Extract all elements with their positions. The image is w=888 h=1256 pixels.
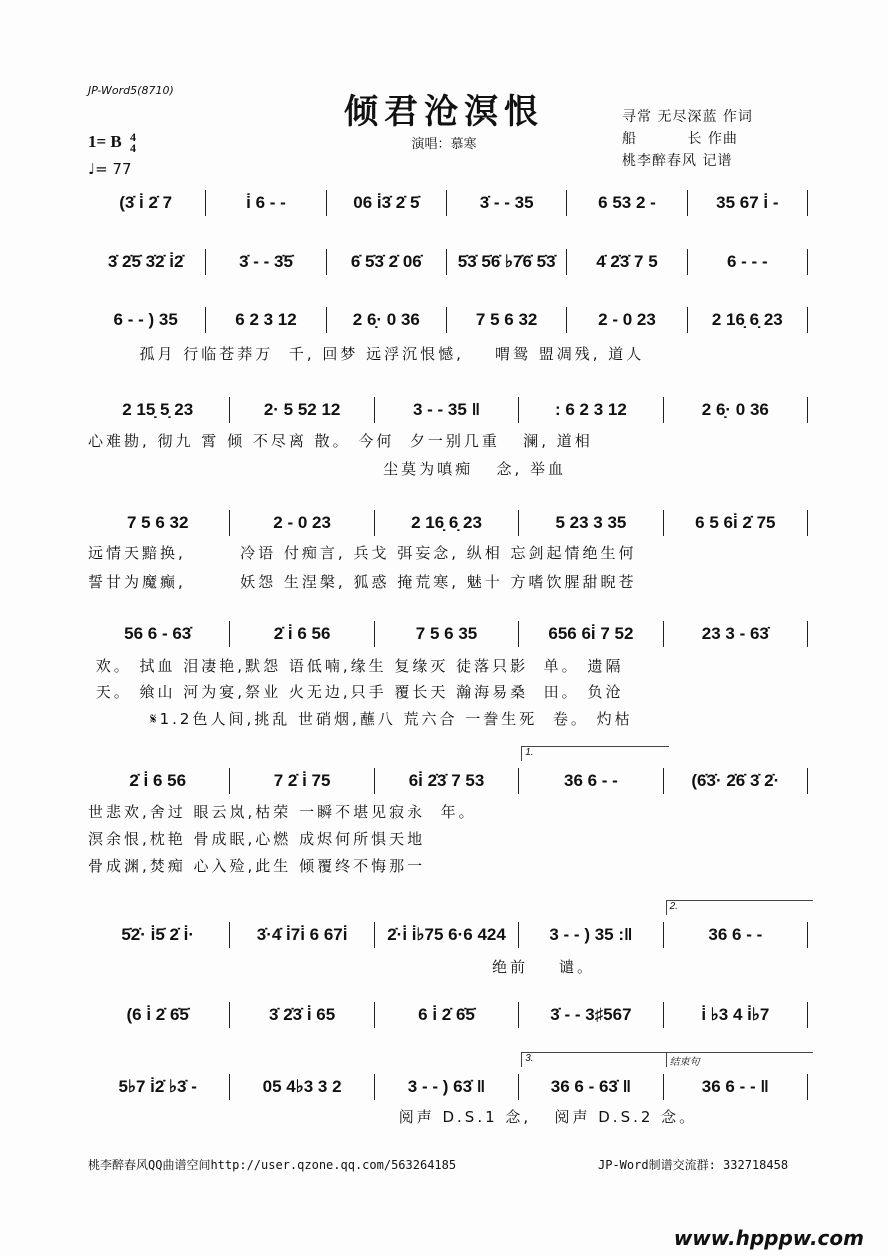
transcriber-credit: 桃李醉春风 记谱 <box>622 153 733 169</box>
measure-notes: 7 5 6 32 <box>475 310 538 329</box>
measure-notes: 2 - 0 23 <box>598 310 656 329</box>
time-sig-top: 4 <box>130 130 137 145</box>
notation-system <box>86 747 808 794</box>
measure-notes: 36 6 - - <box>708 925 763 944</box>
measure-notes: 7 5 6 35 <box>415 624 478 643</box>
lyric-line: 孤月 行临苍莽万 千, 回梦 远浮沉恨憾, 喟鸳 盟凋残, 道人 <box>88 345 645 363</box>
measure <box>519 747 663 794</box>
measure <box>664 1002 808 1028</box>
measure <box>688 307 808 333</box>
measure <box>567 307 687 333</box>
lyric-line: 绝前 谴。 <box>88 958 596 976</box>
measure <box>664 397 808 423</box>
key-signature <box>88 132 136 154</box>
lyric-line: 阅声 D.S.1 念, 阅声 D.S.2 念。 <box>88 1108 698 1126</box>
measure <box>375 621 519 647</box>
measure-notes: 6 - - - <box>727 252 768 271</box>
measure-notes: 7 5 6 32 <box>126 513 189 532</box>
notation-system <box>86 397 808 423</box>
measure-notes: 4̇ 2̇3̇ 7 5 <box>596 252 658 271</box>
measure-notes: 6̇ 5̇3̇ 2̇ 06̇ <box>350 252 422 271</box>
measure <box>230 1002 374 1028</box>
lyric-line: 𝄋1.2色人间,挑乱 世硝烟,蘸八 荒六合 一誊生死 卷。 灼枯 <box>88 710 633 728</box>
measure-notes: 3 - - ) 35 :‖ <box>549 925 633 944</box>
measure-notes: 6i̇ 2̇3̇ 7 53 <box>408 771 485 790</box>
lyric-line: 远情天黯换, 冷语 付痴言, 兵戈 弭妄念, 纵相 忘剑起情绝生何 <box>88 544 637 562</box>
measure <box>519 397 663 423</box>
measure <box>230 922 374 948</box>
measure-notes: 2̇ i̇ 6 56 <box>129 771 187 790</box>
measure-notes: i̇ 6 - - <box>246 193 286 212</box>
measure-notes: i̇ ♭3 4 i̇♭7 <box>701 1005 770 1024</box>
lyric-line: 尘莫为嗔痴 念, 举血 <box>88 460 567 478</box>
notation-system <box>86 249 808 275</box>
measure-notes: 6 5 6i̇ 2̇ 75 <box>695 513 776 532</box>
measure <box>519 1053 663 1100</box>
measure-notes: 2· 5 52 12 <box>263 400 341 419</box>
measure <box>86 768 230 794</box>
measure <box>206 190 326 216</box>
measure <box>86 190 206 216</box>
measure-notes: 3̇ - - 3̇5̇ <box>239 252 293 271</box>
measure-notes: 35 67 i̇ - <box>716 193 779 212</box>
measure <box>375 510 519 536</box>
measure-notes: 2 16̣ 6̣ 23 <box>411 513 482 532</box>
measure <box>86 249 206 275</box>
measure <box>567 190 687 216</box>
footer-left: 桃李醉春风QQ曲谱空间http://user.qzone.qq.com/563264185 <box>88 1158 457 1172</box>
lyric-line: 骨成渊,焚痴 心入殓,此生 倾覆终不悔那一 <box>88 857 426 875</box>
measure <box>519 510 663 536</box>
singer: 演唱：慕寒 <box>411 137 477 152</box>
volta-bracket: 3. <box>521 1052 668 1067</box>
measure <box>206 249 326 275</box>
measure <box>86 307 206 333</box>
measure-notes: (6 i̇ 2̇ 6̇5̇ <box>126 1005 189 1024</box>
measure-notes: 3̇ - - 3♯567 <box>550 1005 632 1024</box>
measure <box>86 621 230 647</box>
notation-system <box>86 901 808 948</box>
lyric-line: 心难勘, 彻九 霄 倾 不尽离 散。 今何 夕一别几重 澜, 道相 <box>88 432 593 450</box>
measure-notes: 6 - - ) 35 <box>113 310 178 329</box>
watermark: www.hpppw.com <box>673 1226 864 1250</box>
lyric-line: 天。 飨山 河为宴,祭业 火无边,只手 覆长天 瀚海易桑 田。 负沧 <box>88 683 624 701</box>
measure <box>567 249 687 275</box>
measure <box>86 510 230 536</box>
time-sig-bottom: 4 <box>130 141 137 156</box>
volta-bracket: 结束句 <box>666 1052 813 1067</box>
measure <box>230 510 374 536</box>
measure <box>375 922 519 948</box>
measure <box>519 621 663 647</box>
measure <box>86 1002 230 1028</box>
measure-notes: 2 15̣ 5̣ 23 <box>122 400 194 419</box>
notation-system <box>86 1002 808 1028</box>
measure-notes: 3̇ - - 35 <box>479 193 534 212</box>
measure <box>688 249 808 275</box>
measure <box>519 1002 663 1028</box>
measure-notes: 56 6 - 63̇ <box>124 624 192 643</box>
tempo: ♩= 77 <box>88 160 132 178</box>
lyric-line: 欢。 拭血 泪凄艳,默怨 语低喃,缘生 复缘灭 徒落只影 单。 遗隔 <box>88 657 624 675</box>
measure <box>86 397 230 423</box>
measure-notes: (3̇ i̇ 2̇ 7 <box>119 193 173 212</box>
measure-notes: 36 6 - 63̇ ‖ <box>550 1077 632 1096</box>
measure <box>375 397 519 423</box>
measure-notes: 23 3 - 63̇ <box>701 624 769 643</box>
measure <box>86 1074 230 1100</box>
notation-system <box>86 510 808 536</box>
measure <box>327 307 447 333</box>
measure <box>664 621 808 647</box>
notation-system <box>86 621 808 647</box>
measure-notes: 3 - - ) 63̇ ‖ <box>407 1077 486 1096</box>
measure <box>664 901 808 948</box>
measure <box>230 1074 374 1100</box>
measure <box>519 922 663 948</box>
credits <box>622 106 753 172</box>
measure-notes: 5̇3̇ 5̇6̇ ♭7̇6̇ 5̇3̇ <box>457 252 556 271</box>
measure-notes: 2 6̣· 0 36 <box>352 310 420 329</box>
measure <box>230 397 374 423</box>
measure-notes: 6 53 2 - <box>598 193 656 212</box>
measure-notes: : 6 2 3 12 <box>555 400 627 419</box>
measure-notes: 6 2 3 12 <box>235 310 297 329</box>
lyric-line: 世悲欢,舍过 眼云岚,枯荣 一瞬不堪见寂永 年。 <box>88 803 477 821</box>
volta-bracket: 1. <box>521 746 668 761</box>
lyric-line: 誓甘为魔癫, 妖怨 生涅槃, 狐惑 掩荒寒, 魅十 方嗜饮腥甜睨苍 <box>88 573 637 591</box>
notation-system <box>86 190 808 216</box>
measure-notes: 3̇·4̇ i̇7i̇ 6 67i̇ <box>256 925 348 944</box>
measure <box>375 1002 519 1028</box>
measure-notes: 2 6̣· 0 36 <box>701 400 769 419</box>
measure-notes: 2̇ i̇ 6 56 <box>273 624 331 643</box>
measure <box>375 768 519 794</box>
measure-notes: 5♭7 i̇2̇ ♭3̇ - <box>118 1077 197 1096</box>
footer-right: JP-Word制谱交流群: 332718458 <box>598 1158 789 1172</box>
measure <box>86 922 230 948</box>
notation-system <box>86 1053 808 1100</box>
measure-notes: 5̇2̇· i̇5̇ 2̇ i̇· <box>121 925 195 944</box>
song-title: 倾君沧溟恨 <box>344 92 544 132</box>
measure <box>327 190 447 216</box>
lyricist-credit: 寻常 无尽深蓝 作词 <box>622 109 753 125</box>
measure-notes: 3̇ 2̇5̇ 3̇2̇ i̇2̇ <box>107 252 184 271</box>
measure <box>688 190 808 216</box>
measure-notes: 36 6 - - ‖ <box>701 1077 769 1096</box>
measure-notes: 6 i̇ 2̇ 6̇5̇ <box>418 1005 475 1024</box>
key: 1= B <box>88 132 122 151</box>
measure-notes: 06 i̇3̇ 2̇ 5̇ <box>353 193 420 212</box>
measure-notes: 2 - 0 23 <box>273 513 331 532</box>
measure-notes: 36 6 - - <box>563 771 618 790</box>
measure <box>206 307 326 333</box>
measure-notes: 3̇ 2̇3̇ i̇ 65 <box>269 1005 336 1024</box>
measure-notes: 05 4♭3 3 2 <box>262 1077 342 1096</box>
composer-credit: 船 长 作曲 <box>622 131 738 147</box>
notation-system <box>86 307 808 333</box>
measure <box>664 1057 808 1100</box>
measure <box>447 307 567 333</box>
lyric-line: 溟余恨,枕艳 骨成眠,心燃 成烬何所惧天地 <box>88 830 426 848</box>
measure-notes: 2 16̣ 6̣ 23 <box>711 310 783 329</box>
measure <box>447 249 567 275</box>
measure <box>664 768 808 794</box>
time-signature <box>130 132 136 154</box>
measure <box>375 1074 519 1100</box>
measure-notes: (6̇3̇· 2̇6̇ 3̇ 2̇· <box>691 771 780 790</box>
measure <box>230 768 374 794</box>
measure-notes: 2̇·i̇ i̇♭75 6·6 424 <box>387 925 506 944</box>
measure <box>230 621 374 647</box>
measure-notes: 3 - - 35 ‖ <box>412 400 481 419</box>
measure <box>327 249 447 275</box>
volta-bracket: 2. <box>666 900 813 915</box>
measure-notes: 5 23 3 35 <box>555 513 627 532</box>
measure-notes: 7 2̇ i̇ 75 <box>273 771 331 790</box>
software-version: JP-Word5(8710) <box>88 84 174 97</box>
measure <box>447 190 567 216</box>
measure-notes: 656 6i̇ 7 52 <box>548 624 634 643</box>
measure <box>664 510 808 536</box>
